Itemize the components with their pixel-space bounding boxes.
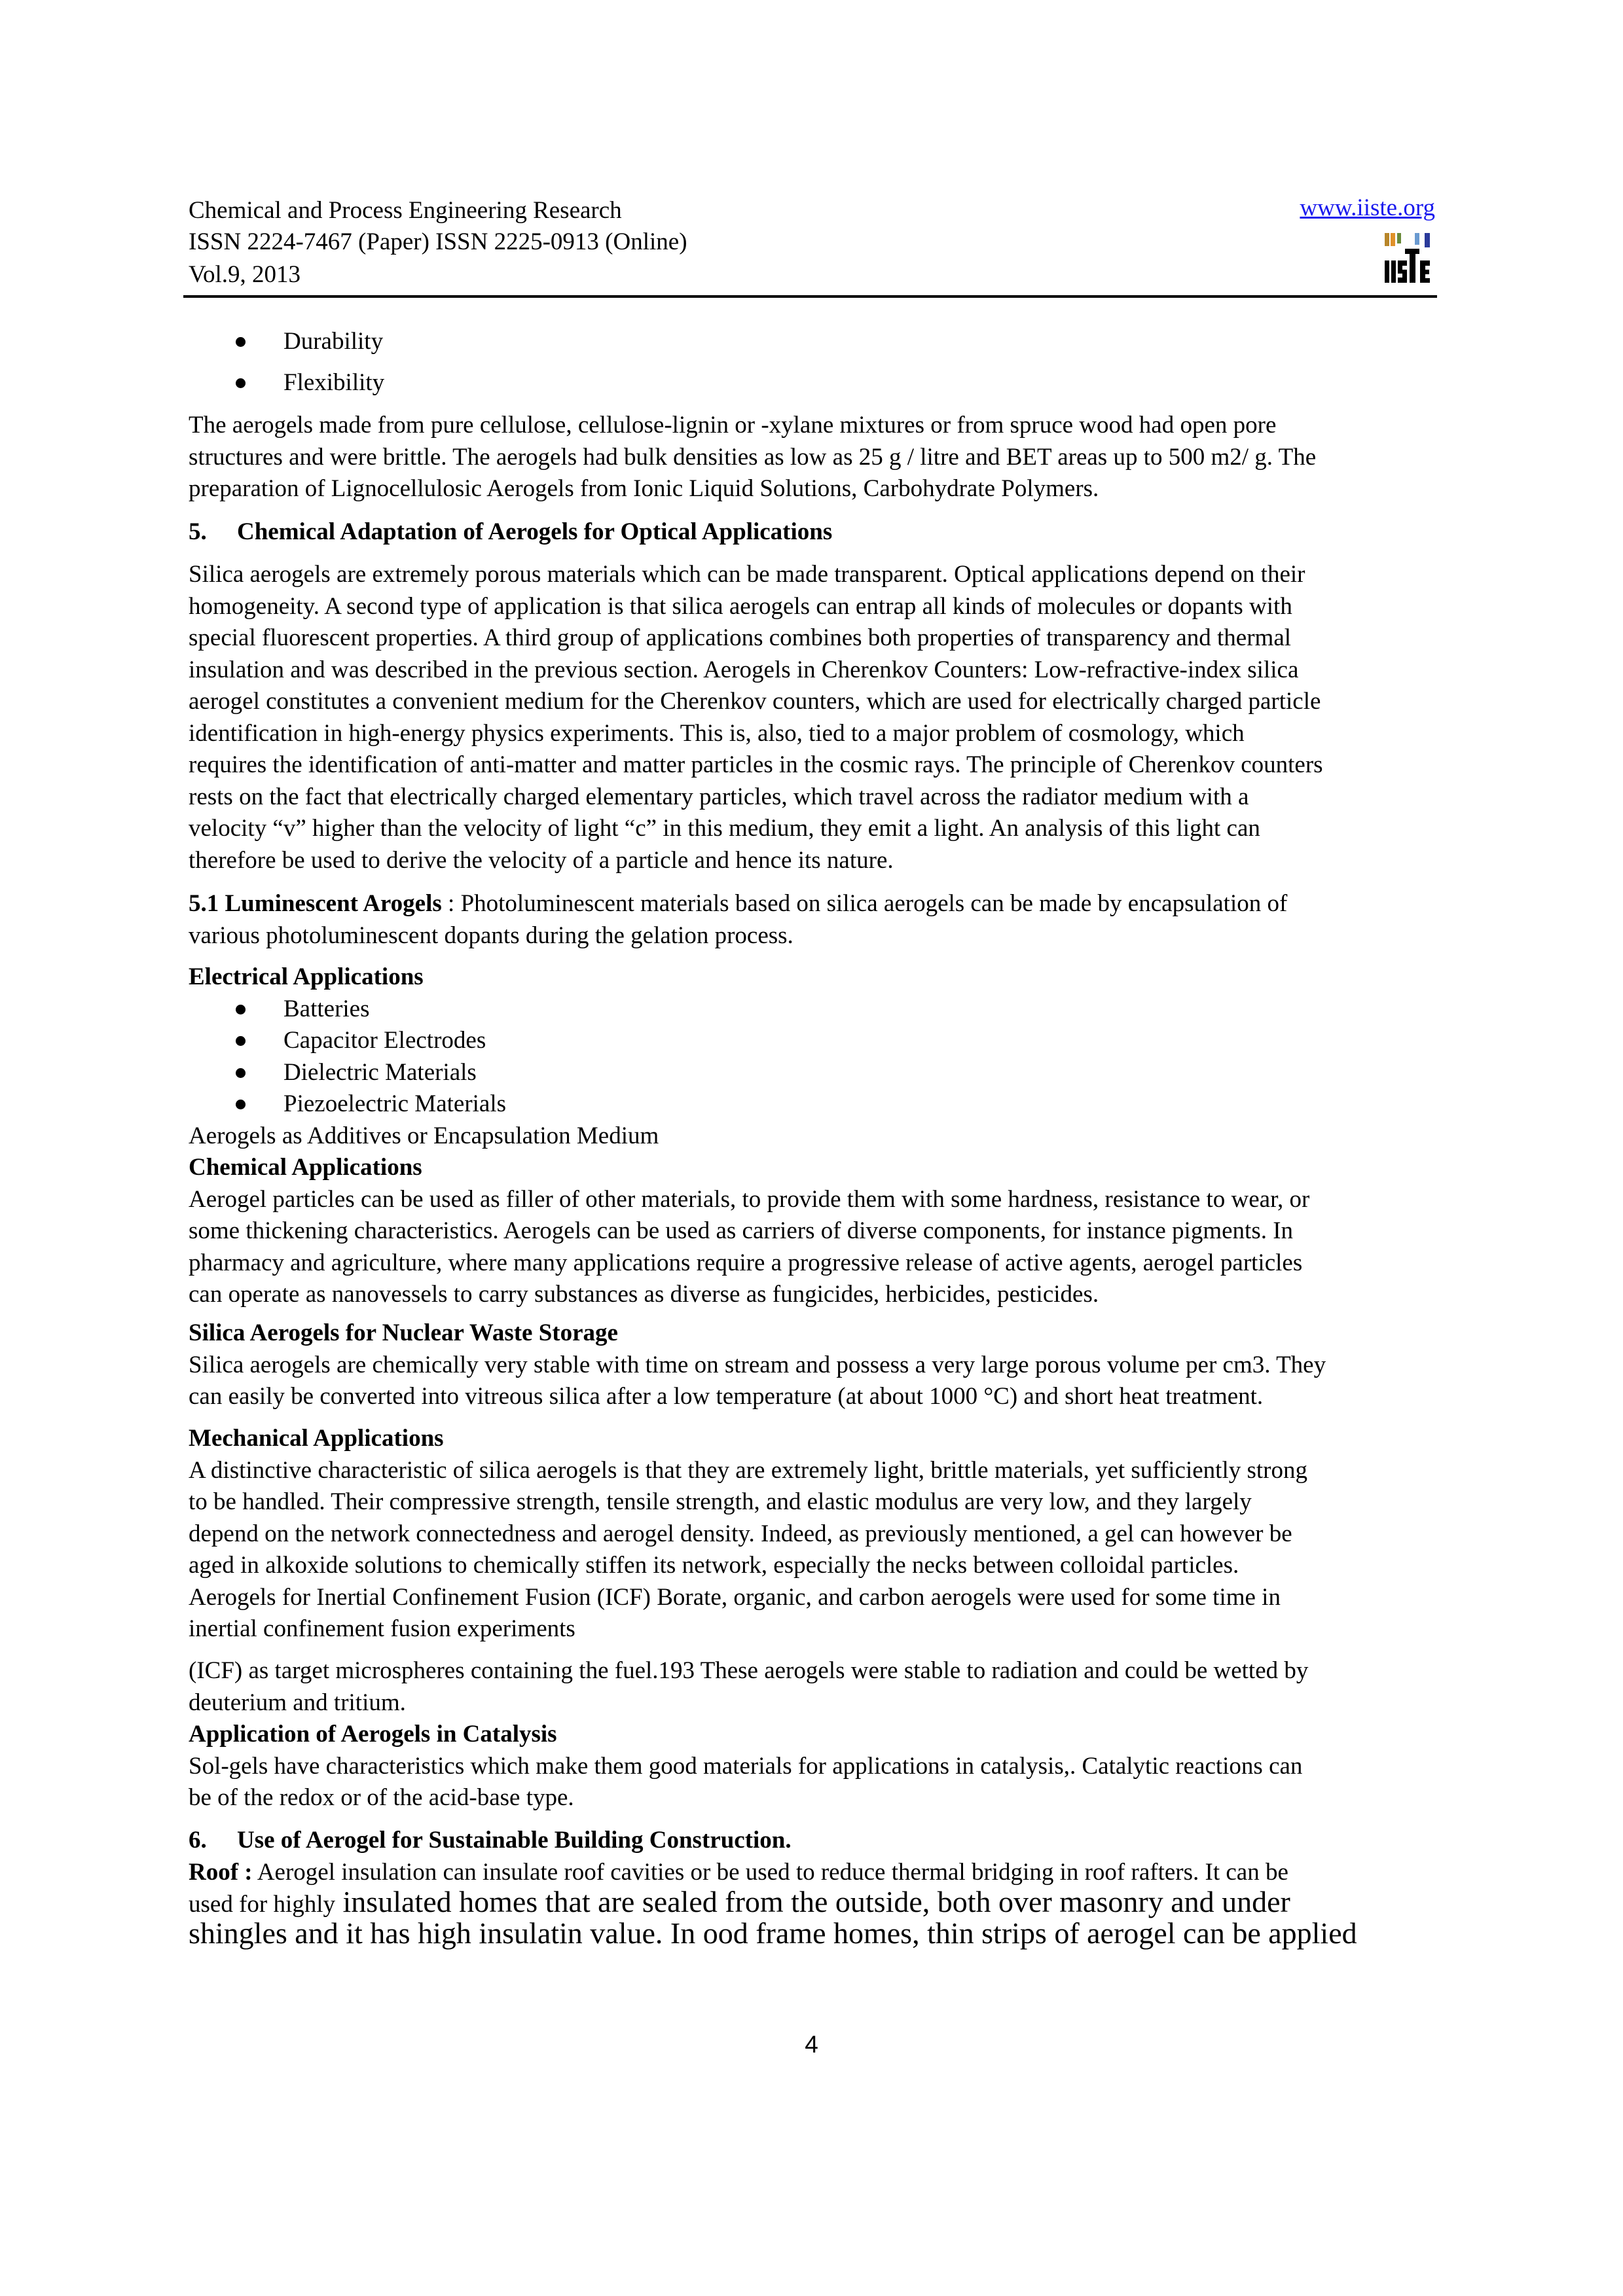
text-line: aerogel constitutes a convenient medium for the Cherenkov counters, which are used for electrically charged particle [189, 688, 1321, 715]
text-run-large: insulated homes that are sealed from the outside, both over masonry and under [335, 1884, 1290, 1918]
journal-url-link[interactable]: www.iiste.org [1300, 194, 1435, 221]
text-line: inertial confinement fusion experiments [189, 1615, 575, 1642]
list-item [189, 1088, 1439, 1121]
text-line: be of the redox or of the acid-base type. [189, 1784, 574, 1811]
text-line: some thickening characteristics. Aerogels can be used as carriers of diverse components, for instance pigments. In [189, 1217, 1294, 1244]
text-line: insulation and was described in the previous section. Aerogels in Cherenkov Counters: Low-refractive-index silica [189, 656, 1299, 683]
text-line: (ICF) as target microspheres containing the fuel.193 These aerogels were stable to radiation and could be wetted by [189, 1657, 1309, 1684]
iiste-logo-icon [1383, 233, 1434, 285]
top-bullet-list [189, 326, 1439, 399]
section-number: 6. [189, 1827, 207, 1854]
list-item-text: Capacitor Electrodes [283, 1027, 486, 1054]
roof-label: Roof : [189, 1858, 253, 1886]
list-item [189, 367, 1439, 399]
text-line: homogeneity. A second type of application is that silica aerogels can entrap all kinds of molecules or dopants with [189, 592, 1292, 620]
text-line: Aerogel particles can be used as filler of other materials, to provide them with some hardness, resistance to wear, or [189, 1185, 1310, 1213]
list-item [189, 994, 1439, 1026]
mechanical-section [189, 1423, 1439, 1645]
section-title: Use of Aerogel for Sustainable Building Construction. [237, 1827, 792, 1854]
section-5-heading [189, 516, 1439, 548]
text-line: A distinctive characteristic of silica aerogels is that they are extremely light, brittle materials, yet sufficiently strong [189, 1456, 1307, 1484]
text-run: Aerogel insulation can insulate roof cavities or be used to reduce thermal bridging in roof rafters. It can be [252, 1858, 1288, 1886]
text-line: to be handled. Their compressive strength, tensile strength, and elastic modulus are very low, and they largely [189, 1488, 1252, 1515]
nuclear-waste-section [189, 1318, 1439, 1413]
bullet-icon [236, 1036, 246, 1046]
volume-line: Vol.9, 2013 [189, 261, 301, 288]
text-line: can easily be converted into vitreous silica after a low temperature (at about 1000 °C) and short heat treatment. [189, 1383, 1264, 1410]
text-line: Silica aerogels are chemically very stable with time on stream and possess a very large porous volume per cm3. They [189, 1351, 1326, 1378]
text-line: structures and were brittle. The aerogels had bulk densities as low as 25 g / litre and BET areas up to 500 m2/ g. The [189, 443, 1317, 471]
text-line-large: shingles and it has high insulatin value. In ood frame homes, thin strips of aerogel can be applied [189, 1916, 1357, 1950]
list-item-text: Batteries [283, 995, 370, 1022]
list-item-text: Durability [283, 328, 384, 355]
text-line: pharmacy and agriculture, where many applications require a progressive release of active agents, aerogel particles [189, 1249, 1303, 1276]
subsection-title: 5.1 Luminescent Arogels [189, 890, 442, 917]
text-run: : Photoluminescent materials based on silica aerogels can be made by encapsulation of [441, 890, 1288, 917]
subsection-title: Mechanical Applications [189, 1425, 444, 1452]
subsection-title: Electrical Applications [189, 963, 424, 990]
text-line: requires the identification of anti-matter and matter particles in the cosmic rays. The principle of Cherenkov counters [189, 751, 1323, 778]
icf-paragraph [189, 1655, 1439, 1814]
text-line: deuterium and tritium. [189, 1689, 406, 1716]
paragraph-luminescent [189, 888, 1439, 952]
text-line: Aerogels as Additives or Encapsulation Medium [189, 1122, 659, 1149]
text-line: The aerogels made from pure cellulose, cellulose-lignin or -xylane mixtures or from spruce wood had open pore [189, 412, 1277, 439]
list-item-text: Flexibility [283, 369, 385, 396]
subsection-title: Chemical Applications [189, 1154, 422, 1181]
section-6 [189, 1825, 1439, 1949]
text-line: Silica aerogels are extremely porous materials which can be made transparent. Optical applications depend on their [189, 561, 1305, 588]
electrical-applications [189, 961, 1439, 1311]
list-item [189, 326, 1439, 367]
text-line: preparation of Lignocellulosic Aerogels from Ionic Liquid Solutions, Carbohydrate Polymers. [189, 475, 1099, 502]
text-line: special fluorescent properties. A third group of applications combines both properties of transparency and thermal [189, 624, 1292, 651]
paragraph-cellulose [189, 410, 1439, 505]
subsection-title: Silica Aerogels for Nuclear Waste Storage [189, 1319, 618, 1346]
section-6-heading [189, 1825, 1439, 1857]
text-line: depend on the network connectedness and aerogel density. Indeed, as previously mentioned, a gel can however be [189, 1520, 1292, 1547]
iiste-logo [1383, 233, 1434, 285]
text-line: can operate as nanovessels to carry substances as diverse as fungicides, herbicides, pesticides. [189, 1281, 1099, 1308]
text-line: therefore be used to derive the velocity of a particle and hence its nature. [189, 846, 894, 874]
journal-title: Chemical and Process Engineering Research [189, 197, 622, 224]
page-number: 4 [805, 2031, 818, 2058]
list-item [189, 1025, 1439, 1057]
subsection-title: Application of Aerogels in Catalysis [189, 1721, 557, 1748]
text-run: used for highly [189, 1890, 336, 1918]
text-line: identification in high-energy physics experiments. This is, also, tied to a major problem of cosmology, which [189, 719, 1245, 747]
bullet-icon [236, 337, 246, 347]
bullet-icon [236, 1068, 246, 1078]
text-line: rests on the fact that electrically charged elementary particles, which travel across the radiator medium with a [189, 783, 1249, 810]
list-item [189, 1057, 1439, 1089]
bullet-icon [236, 1005, 246, 1014]
issn-line: ISSN 2224-7467 (Paper) ISSN 2225-0913 (Online) [189, 228, 687, 255]
section-number: 5. [189, 518, 207, 545]
text-line: Sol-gels have characteristics which make them good materials for applications in catalysis,. Catalytic reactions can [189, 1752, 1303, 1780]
text-line: velocity “v” higher than the velocity of light “c” in this medium, they emit a light. An analysis of this light can [189, 815, 1260, 842]
header-rule [183, 295, 1437, 298]
bullet-icon [236, 378, 246, 388]
list-item-text: Dielectric Materials [283, 1058, 477, 1086]
text-line: Aerogels for Inertial Confinement Fusion (ICF) Borate, organic, and carbon aerogels were used for some time in [189, 1583, 1281, 1611]
text-line: aged in alkoxide solutions to chemically stiffen its network, especially the necks between colloidal particles. [189, 1552, 1239, 1579]
bullet-icon [236, 1100, 246, 1109]
list-item-text: Piezoelectric Materials [283, 1090, 507, 1117]
text-line: various photoluminescent dopants during the gelation process. [189, 922, 793, 949]
section-title: Chemical Adaptation of Aerogels for Optical Applications [237, 518, 833, 545]
paragraph-optical [189, 559, 1439, 876]
